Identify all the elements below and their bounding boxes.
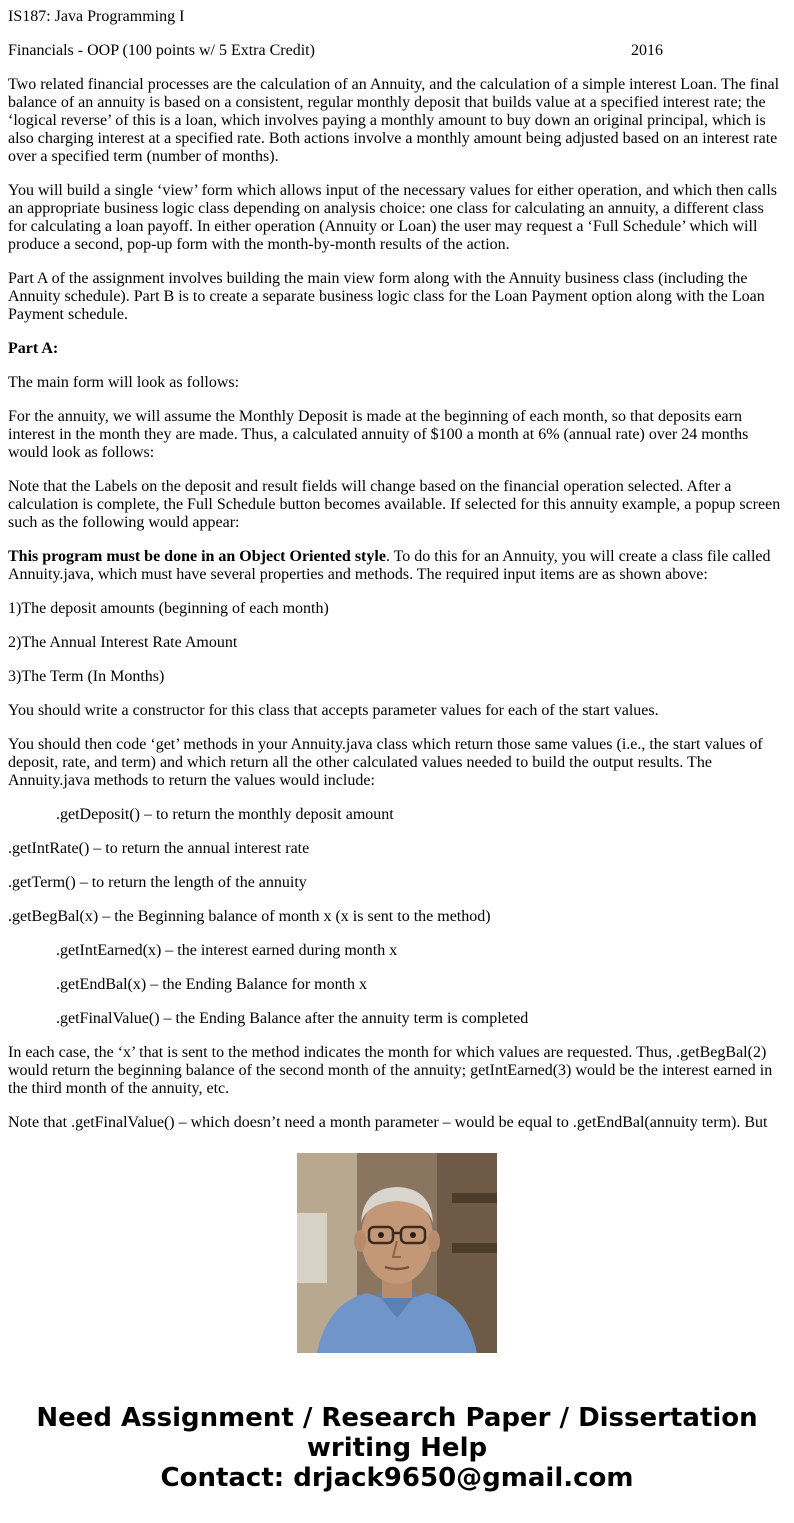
list-item-1: 1)The deposit amounts (beginning of each month) (8, 600, 329, 617)
method-get-deposit: .getDeposit() – to return the monthly deposit amount (56, 806, 394, 823)
promo-line-2: writing Help (306, 1433, 488, 1463)
method-get-int-earned: .getIntEarned(x) – the interest earned during month x (56, 942, 398, 959)
method-get-term: .getTerm() – to return the length of the annuity (8, 874, 307, 891)
paragraph-each-case: In each case, the ‘x’ that is sent to the method indicates the month for which values are requested. Thus, .getBegBal(2) would return the beginning balance of the second month of the annuity; getIntEarned(3) would be the interest earned in the third month of the annuity, etc. (8, 1044, 773, 1097)
oop-rest-text: . To do this for an Annuity, you will create a class file called Annuity.java, which must have several properties and methods. The required input items are as shown above: (8, 548, 771, 583)
paragraph-parts: Part A of the assignment involves building the main view form along with the Annuity business class (including the Annuity schedule). Part B is to create a separate business logic class for the Loan Payment option along with the Loan Payment schedule. (8, 270, 765, 323)
promo-banner (0, 1403, 794, 1493)
assignment-title: Financials - OOP (100 points w/ 5 Extra Credit) (8, 42, 315, 59)
paragraph-note-final: Note that .getFinalValue() – which doesn’t need a month parameter – would be equal to .getEndBal(annuity term). But (8, 1114, 768, 1131)
paragraph-constructor: You should write a constructor for this class that accepts parameter values for each of the start values. (8, 702, 659, 719)
paragraph-oop (8, 548, 786, 584)
course-title (8, 8, 786, 26)
portrait-image (297, 1153, 497, 1353)
method-get-int-rate: .getIntRate() – to return the annual interest rate (8, 840, 310, 857)
course-name: IS187: Java Programming I (8, 8, 185, 25)
list-item-3: 3)The Term (In Months) (8, 668, 165, 685)
document-body (8, 8, 786, 1131)
method-get-end-bal: .getEndBal(x) – the Ending Balance for month x (56, 976, 368, 993)
paragraph-get-methods: You should then code ‘get’ methods in your Annuity.java class which return those same values (i.e., the start values of deposit, rate, and term) and which return all the other calculated values needed to build the output results. The Annuity.java methods to return the values would include: (8, 736, 763, 789)
paragraph-main-form: The main form will look as follows: (8, 374, 240, 391)
paragraph-view: You will build a single ‘view’ form which allows input of the necessary values for either operation, and which then calls an appropriate business logic class depending on analysis choice: one class for calculating an annuity, a different class for calculating a loan payoff. In either operation (Annuity or Loan) the user may request a ‘Full Schedule’ which will produce a second, pop-up form with the month-by-month results of the action. (8, 182, 777, 253)
part-a-heading: Part A: (8, 340, 59, 357)
promo-line-1: Need Assignment / Research Paper / Dissertation (36, 1403, 758, 1433)
list-item-2: 2)The Annual Interest Rate Amount (8, 634, 238, 651)
oop-bold-text: This program must be done in an Object Oriented style (8, 548, 386, 565)
paragraph-intro: Two related financial processes are the calculation of an Annuity, and the calculation of a simple interest Loan. The final balance of an annuity is based on a consistent, regular monthly deposit that builds value at a specified interest rate; the ‘logical reverse’ of this is a loan, which involves paying a monthly amount to buy down an original principal, which is also charging interest at a specified rate. Both actions involve a monthly amount being adjusted based on an interest rate over a specified term (number of months). (8, 76, 780, 165)
paragraph-labels-note: Note that the Labels on the deposit and result fields will change based on the financial operation selected. After a calculation is complete, the Full Schedule button becomes available. If selected for this annuity example, a popup screen such as the following would appear: (8, 478, 781, 531)
method-get-final-value: .getFinalValue() – the Ending Balance after the annuity term is completed (56, 1010, 529, 1027)
method-get-beg-bal: .getBegBal(x) – the Beginning balance of month x (x is sent to the method) (8, 908, 491, 925)
paragraph-annuity-assume: For the annuity, we will assume the Monthly Deposit is made at the beginning of each month, so that deposits earn interest in the month they are made. Thus, a calculated annuity of $100 a month at 6% (annual rate) over 24 months would look as follows: (8, 408, 749, 461)
author-photo (297, 1153, 497, 1353)
promo-contact: Contact: drjack9650@gmail.com (160, 1463, 634, 1493)
assignment-header (8, 42, 786, 60)
assignment-year: 2016 (631, 42, 663, 59)
